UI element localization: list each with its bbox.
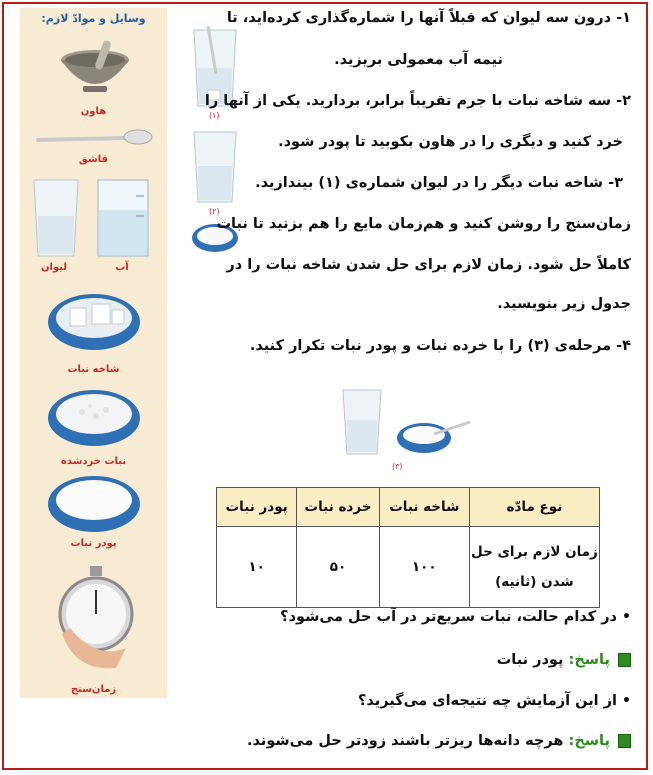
item-label-spoon: قاشق (78, 154, 109, 165)
question-1 (280, 609, 631, 625)
row-label-line-1: زمان لازم برای حل (471, 544, 598, 560)
value-candy-powder: ۱۰ (217, 527, 297, 608)
step-3-line-4: جدول زیر بنویسید. (497, 296, 631, 312)
glass-1-caption: (۱) (209, 111, 220, 120)
glass-3-figure (340, 386, 384, 458)
value-rock-candy: ۱۰۰ (379, 527, 469, 608)
step-2-line-1: ۲- سه شاخه نبات با جرم تقریباً برابر، بردارید. یکی از آنها را (204, 93, 631, 109)
materials-title: وسایل و موادّ لازم: (41, 12, 146, 25)
rock-candy-bowl-icon (44, 292, 144, 362)
answer-1 (497, 652, 631, 668)
value-crushed-candy: ۵۰ (297, 527, 379, 608)
answer-marker-icon (618, 653, 631, 667)
results-table (216, 487, 600, 608)
set-3-caption: (۳) (392, 462, 403, 471)
answer-2-text: هرچه دانه‌ها ریزتر باشند زودتر حل می‌شوند. (247, 733, 564, 749)
question-2-text: از این آزمایش چه نتیجه‌ای می‌گیرید؟ (358, 693, 617, 709)
item-label-candy-powder: پودر نبات (70, 538, 117, 549)
step-3-line-1: ۳- شاخه نبات دیگر را در لیوان شماره‌ی (۱) بیندازید. (255, 175, 623, 191)
water-beaker-icon (94, 176, 152, 260)
candy-powder-bowl-icon (44, 472, 144, 542)
item-label-crushed-candy: نبات خردشده (60, 456, 127, 467)
step-1-line-1: ۱- درون سه لیوان که قبلاً آنها را شماره‌گذاری کرده‌اید، تا (226, 10, 631, 26)
header-candy-powder: پودر نبات (217, 488, 297, 527)
item-label-rock-candy: شاخه نبات (67, 364, 120, 375)
answer-1-text: پودر نبات (496, 652, 564, 668)
bullet-2: • (622, 693, 631, 709)
glass-icon (30, 176, 82, 260)
glass-2-figure (190, 128, 240, 206)
question-2 (358, 693, 631, 709)
item-label-water: آب (115, 262, 129, 273)
step-4-line-1: ۴- مرحله‌ی (۳) را با خرده نبات و پودر نبات تکرار کنید. (249, 338, 631, 354)
answer-2 (247, 733, 631, 749)
step-2-line-2: خرد کنید و دیگری را در هاون بکوبید تا پودر شود. (278, 134, 623, 150)
step-1-line-2: نیمه آب معمولی بریزید. (334, 52, 503, 68)
header-material-type: نوع مادّه (469, 488, 599, 527)
crushed-candy-bowl-icon (44, 386, 144, 456)
question-1-text: در کدام حالت، نبات سریع‌تر در آب حل می‌شود؟ (280, 609, 617, 625)
materials-sidebar (20, 8, 167, 698)
row-label-line-2: شدن (ثانیه) (495, 574, 574, 590)
step-3-line-2: زمان‌سنج را روشن کنید و هم‌زمان مایع را هم بزنید تا نبات (216, 216, 631, 232)
spoon-icon (34, 126, 154, 150)
answer-2-label: پاسخ: (568, 733, 610, 749)
table-header-row (217, 488, 600, 527)
answer-1-label: پاسخ: (568, 652, 610, 668)
header-rock-candy: شاخه نبات (379, 488, 469, 527)
item-label-stopwatch: زمان‌سنج (70, 684, 117, 695)
stopwatch-icon (56, 564, 136, 674)
row-label-cell (469, 527, 599, 608)
item-label-glass: لیوان (40, 262, 68, 273)
step-3-line-3: کاملاً حل شود. زمان لازم برای حل شدن شاخه نبات را در (226, 257, 631, 273)
mortar-pestle-icon (55, 38, 135, 98)
bullet-1: • (622, 609, 631, 625)
glass-2-caption: (۲) (209, 207, 220, 216)
answer-marker-icon (618, 734, 631, 748)
header-crushed-candy: خرده نبات (297, 488, 379, 527)
item-label-mortar: هاون (80, 106, 107, 117)
candy-bowl-3-figure (394, 418, 474, 458)
table-row (217, 527, 600, 608)
